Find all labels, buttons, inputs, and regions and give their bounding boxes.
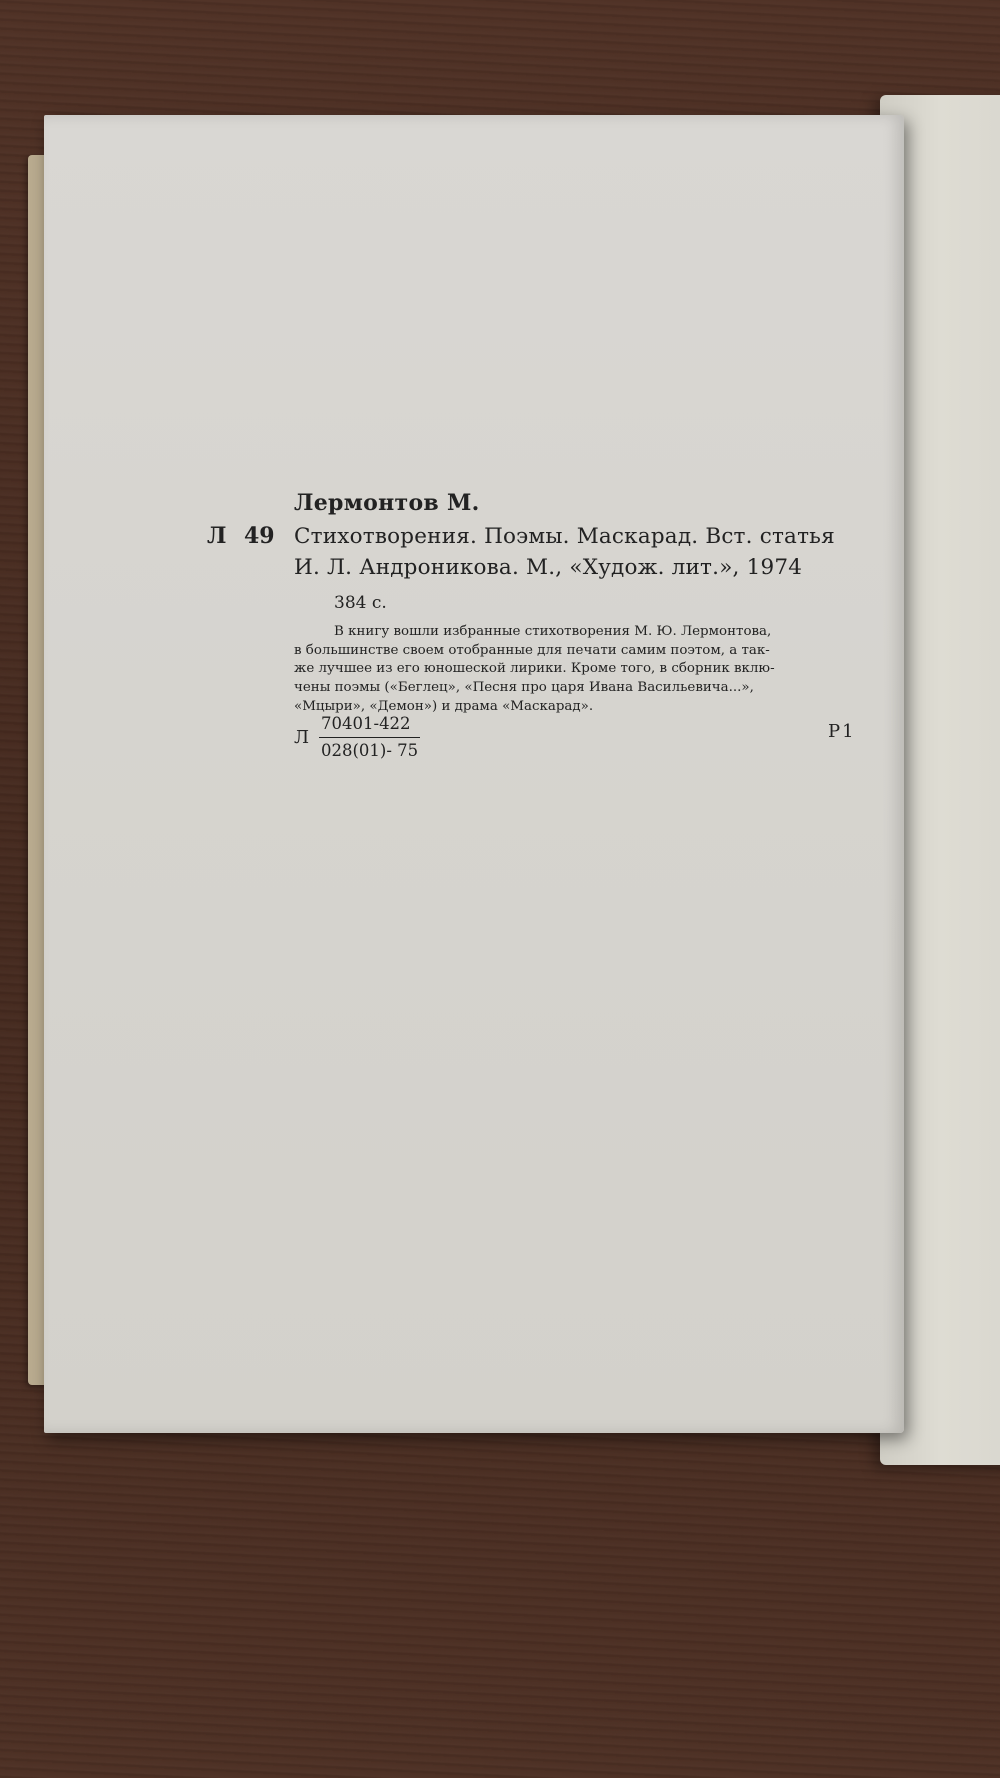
annotation [294,623,854,717]
catalog-code-letter: Л [294,727,310,748]
page-count: 384 с. [334,593,387,613]
annotation-line: чены поэмы («Беглец», «Песня про царя Ивана Васильевича...», [294,680,754,696]
title-line: И. Л. Андроникова. М., «Худож. лит.», 1974 [294,555,803,580]
annotation-line: же лучшее из его юношеской лирики. Кроме того, в сборник вклю- [294,661,775,677]
title-line: Стихотворения. Поэмы. Маскарад. Вст. статья [294,524,835,549]
author-name: Лермонтов М. [294,490,480,516]
classification-index: Р1 [828,721,856,742]
annotation-line: В книгу вошли избранные стихотворения М. Ю. Лермонтова, [334,624,772,639]
shelfmark-letter: Л [207,523,227,549]
book-page [44,115,904,1433]
catalog-code-fraction [319,713,420,762]
catalog-code-numerator: 70401-422 [319,713,420,738]
annotation-line: в большинстве своем отобранные для печати самим поэтом, а так- [294,642,770,658]
annotation-line: «Мцыри», «Демон») и драма «Маскарад». [294,698,594,714]
shelfmark-number: 49 [244,523,275,549]
catalog-code-denominator: 028(01)- 75 [321,741,419,760]
